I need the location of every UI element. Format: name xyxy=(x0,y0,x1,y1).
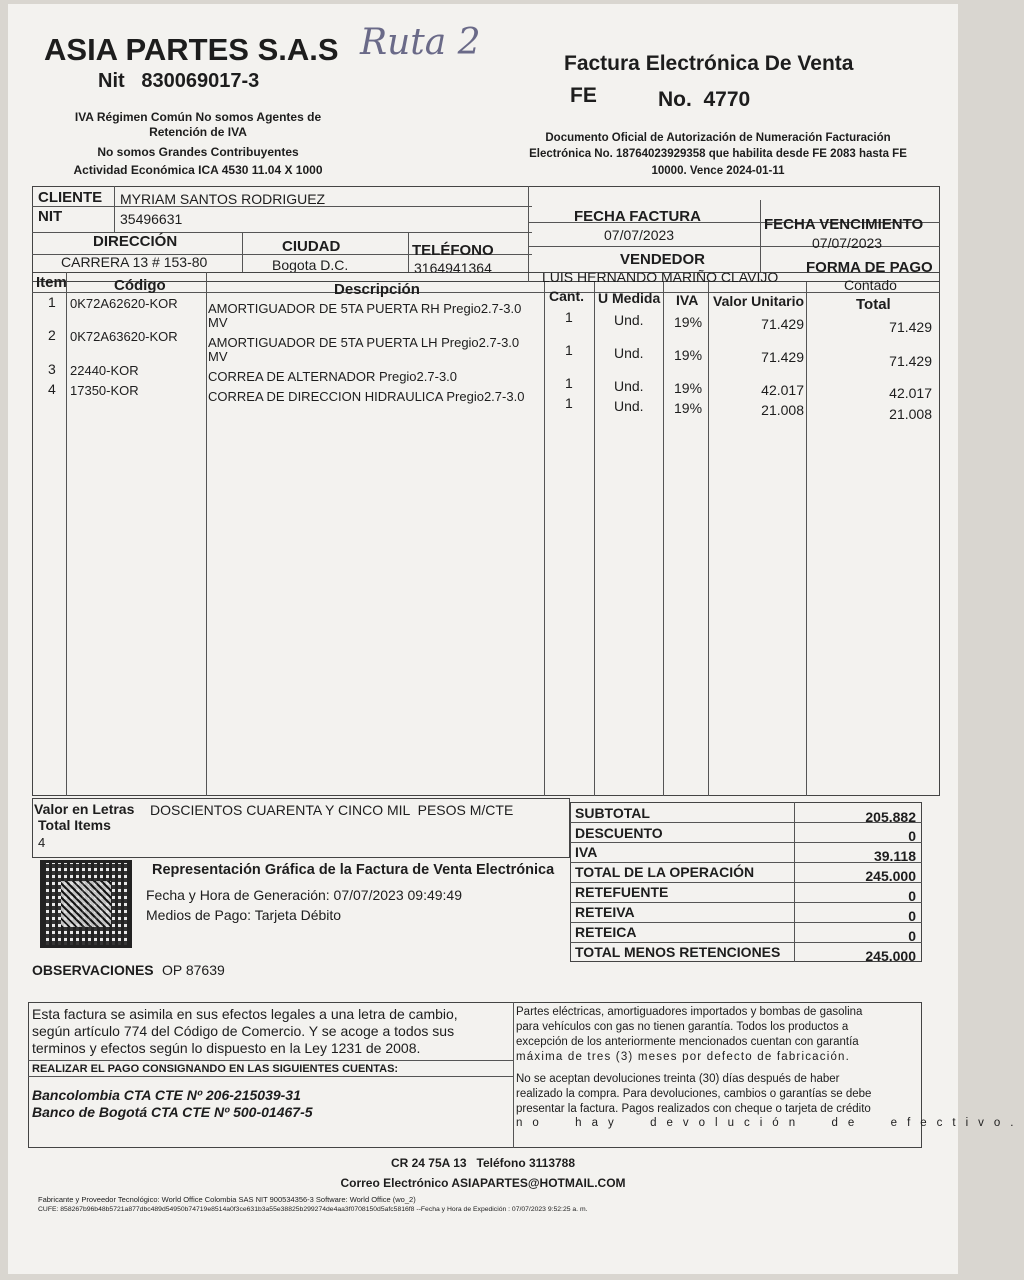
vendedor-value: LUIS HERNANDO MARIÑO CLAVIJO xyxy=(542,269,779,285)
footer-email: Correo Electrónico ASIAPARTES@HOTMAIL.COM xyxy=(340,1176,626,1190)
row3-cant: 1 xyxy=(565,375,573,391)
auth-line3: 10000. Vence 2024-01-11 xyxy=(651,165,785,177)
legal-left-line2: según artículo 774 del Código de Comercio. Y se acoge a todos sus xyxy=(32,1023,455,1039)
nit-label: NIT xyxy=(38,208,63,225)
client-value: MYRIAM SANTOS RODRIGUEZ xyxy=(120,191,326,207)
retefuente-label: RETEFUENTE xyxy=(575,884,669,900)
row3-codigo: 22440-KOR xyxy=(70,363,139,378)
auth-line2: Electrónica No. 18764023929358 que habilita desde FE 2083 hasta FE xyxy=(529,148,907,160)
pay-title: REALIZAR EL PAGO CONSIGNANDO EN LAS SIGUIENTES CUENTAS: xyxy=(32,1063,399,1075)
row1-umedida: Und. xyxy=(614,312,644,328)
col-umedida: U Medida xyxy=(598,290,661,306)
observaciones-label: OBSERVACIONES xyxy=(32,962,154,978)
telefono-label: TELÉFONO xyxy=(412,242,494,259)
row4-total: 21.008 xyxy=(889,406,932,422)
total-menos-retenciones-value: 245.000 xyxy=(865,948,916,964)
footer-cufe: CUFE: 858267b96b48b5721a877dbc489d54950b74719e8514a0f3ce631b3a55e38825b299274de4aa3f0708150d5afc5816f8 --Fecha y Hora de Expedición : 07/07/2023 9:52:25 a. m. xyxy=(38,1206,588,1213)
row4-umedida: Und. xyxy=(614,398,644,414)
medios-pago: Medios de Pago: Tarjeta Débito xyxy=(146,907,342,923)
col-iva: IVA xyxy=(676,292,699,308)
company-line3: No somos Grandes Contribuyentes xyxy=(97,145,299,159)
footer-provider: Fabricante y Proveedor Tecnológico: World Office Colombia SAS NIT 900534356-3 Software: World Office (wo_2) xyxy=(38,1195,416,1204)
reteiva-value: 0 xyxy=(908,908,916,924)
valor-letras-label: Valor en Letras xyxy=(34,801,135,817)
nit-value: 35496631 xyxy=(120,211,183,227)
row4-desc: CORREA DE DIRECCION HIDRAULICA Pregio2.7-3.0 xyxy=(208,389,525,404)
row1-desc-cont: MV xyxy=(208,315,228,330)
rep-grafica-title: Representación Gráfica de la Factura de Venta Electrónica xyxy=(152,862,555,878)
row1-iva: 19% xyxy=(674,314,703,330)
handwritten-route-note: Ruta 2 xyxy=(360,22,481,63)
row2-cant: 1 xyxy=(565,342,573,358)
row1-unit: 71.429 xyxy=(761,316,804,332)
row3-total: 42.017 xyxy=(889,385,932,401)
legal-right-line2: para vehículos con gas no tienen garantía. Todos los productos a xyxy=(516,1021,849,1033)
vendedor-label: VENDEDOR xyxy=(620,251,706,268)
row4-item: 4 xyxy=(48,381,56,397)
row3-iva: 19% xyxy=(674,380,703,396)
company-nit: Nit 830069017-3 xyxy=(98,70,260,92)
direccion-label: DIRECCIÓN xyxy=(93,233,178,250)
iva-value: 39.118 xyxy=(873,848,916,864)
row4-codigo: 17350-KOR xyxy=(70,383,139,398)
row3-item: 3 xyxy=(48,361,56,377)
row3-unit: 42.017 xyxy=(761,382,804,398)
row2-desc-cont: MV xyxy=(208,349,228,364)
fecha-vencimiento-label: FECHA VENCIMIENTO xyxy=(764,216,924,233)
legal-right-line1: Partes eléctricas, amortiguadores importados y bombas de gasolina xyxy=(516,1006,863,1018)
row2-codigo: 0K72A63620-KOR xyxy=(70,329,178,344)
observaciones-value: OP 87639 xyxy=(162,962,225,978)
footer-address: CR 24 75A 13 Teléfono 3113788 xyxy=(390,1156,576,1170)
col-valor-unitario: Valor Unitario xyxy=(713,293,805,309)
row1-item: 1 xyxy=(48,294,56,310)
legal-right-line4: máxima de tres (3) meses por defecto de fabricación. xyxy=(516,1051,851,1063)
fecha-vencimiento-value: 07/07/2023 xyxy=(812,235,883,251)
col-descripcion: Descripción xyxy=(334,281,420,298)
ciudad-label: CIUDAD xyxy=(282,238,341,255)
ciudad-value: Bogota D.C. xyxy=(272,257,349,273)
legal-right-line8: no hay devolución de efectivo. xyxy=(516,1117,1024,1129)
descuento-label: DESCUENTO xyxy=(575,825,663,841)
subtotal-value: 205.882 xyxy=(865,809,916,825)
telefono-value: 3164941364 xyxy=(414,260,492,276)
invoice-number: No. 4770 xyxy=(658,88,751,111)
col-total: Total xyxy=(856,296,891,313)
company-line1: IVA Régimen Común No somos Agentes de xyxy=(74,110,322,124)
forma-pago-value: Contado xyxy=(844,277,897,293)
reteica-label: RETEICA xyxy=(575,924,637,940)
legal-right-line5: No se aceptan devoluciones treinta (30) días después de haber xyxy=(516,1073,840,1085)
row2-unit: 71.429 xyxy=(761,349,804,365)
row4-cant: 1 xyxy=(565,395,573,411)
row1-codigo: 0K72A62620-KOR xyxy=(70,296,178,311)
row2-item: 2 xyxy=(48,327,56,343)
total-items-label: Total Items xyxy=(38,817,111,833)
forma-pago-label: FORMA DE PAGO xyxy=(806,259,933,276)
total-operacion-label: TOTAL DE LA OPERACIÓN xyxy=(575,864,755,880)
client-label: CLIENTE xyxy=(38,189,103,206)
qr-code xyxy=(40,860,132,948)
bank-account-2: Banco de Bogotá CTA CTE Nº 500-01467-5 xyxy=(32,1104,313,1120)
legal-right-line3: excepción de los anteriormente mencionados cuentan con garantía xyxy=(516,1036,859,1048)
row2-desc: AMORTIGUADOR DE 5TA PUERTA LH Pregio2.7-3.0 xyxy=(208,335,520,350)
invoice-title: Factura Electrónica De Venta xyxy=(564,52,854,75)
company-name: ASIA PARTES S.A.S xyxy=(44,32,339,67)
auth-line1: Documento Oficial de Autorización de Numeración Facturación xyxy=(545,132,891,144)
retefuente-value: 0 xyxy=(908,888,916,904)
fecha-generacion: Fecha y Hora de Generación: 07/07/2023 09:49:49 xyxy=(146,887,462,903)
row2-total: 71.429 xyxy=(889,353,932,369)
row4-iva: 19% xyxy=(674,400,703,416)
reteiva-label: RETEIVA xyxy=(575,904,635,920)
invoice-page xyxy=(8,4,1024,1274)
direccion-value: CARRERA 13 # 153-80 xyxy=(61,254,208,270)
iva-label: IVA xyxy=(575,844,598,860)
legal-left-line1: Esta factura se asimila en sus efectos legales a una letra de cambio, xyxy=(32,1006,458,1022)
row1-desc: AMORTIGUADOR DE 5TA PUERTA RH Pregio2.7-3.0 xyxy=(208,301,522,316)
col-item: Item xyxy=(36,274,67,291)
company-line4: Actividad Económica ICA 4530 11.04 X 1000 xyxy=(73,163,323,177)
descuento-value: 0 xyxy=(908,828,916,844)
company-line2: Retención de IVA xyxy=(149,125,247,139)
total-menos-retenciones-label: TOTAL MENOS RETENCIONES xyxy=(575,944,781,960)
fecha-factura-label: FECHA FACTURA xyxy=(574,208,701,225)
row3-desc: CORREA DE ALTERNADOR Pregio2.7-3.0 xyxy=(208,369,458,384)
legal-left-line3: terminos y efectos según lo dispuesto en la Ley 1231 de 2008. xyxy=(32,1040,421,1056)
invoice-prefix: FE xyxy=(570,84,597,107)
row4-unit: 21.008 xyxy=(761,402,804,418)
col-cant: Cant. xyxy=(549,288,584,304)
bank-account-1: Bancolombia CTA CTE Nº 206-215039-31 xyxy=(32,1087,301,1103)
row1-cant: 1 xyxy=(565,309,573,325)
fecha-factura-value: 07/07/2023 xyxy=(604,227,675,243)
row2-umedida: Und. xyxy=(614,345,644,361)
total-operacion-value: 245.000 xyxy=(865,868,916,884)
legal-right-line7: presentar la factura. Pagos realizados con cheque o tarjeta de crédito xyxy=(516,1103,871,1115)
reteica-value: 0 xyxy=(908,928,916,944)
row1-total: 71.429 xyxy=(889,319,932,335)
row2-iva: 19% xyxy=(674,347,703,363)
subtotal-label: SUBTOTAL xyxy=(575,805,650,821)
col-codigo: Código xyxy=(114,277,166,294)
total-items-value: 4 xyxy=(38,835,46,850)
row3-umedida: Und. xyxy=(614,378,644,394)
legal-right-line6: realizado la compra. Para devoluciones, cambios o garantías se debe xyxy=(516,1088,872,1100)
valor-letras-value: DOSCIENTOS CUARENTA Y CINCO MIL PESOS M/CTE xyxy=(150,802,514,818)
